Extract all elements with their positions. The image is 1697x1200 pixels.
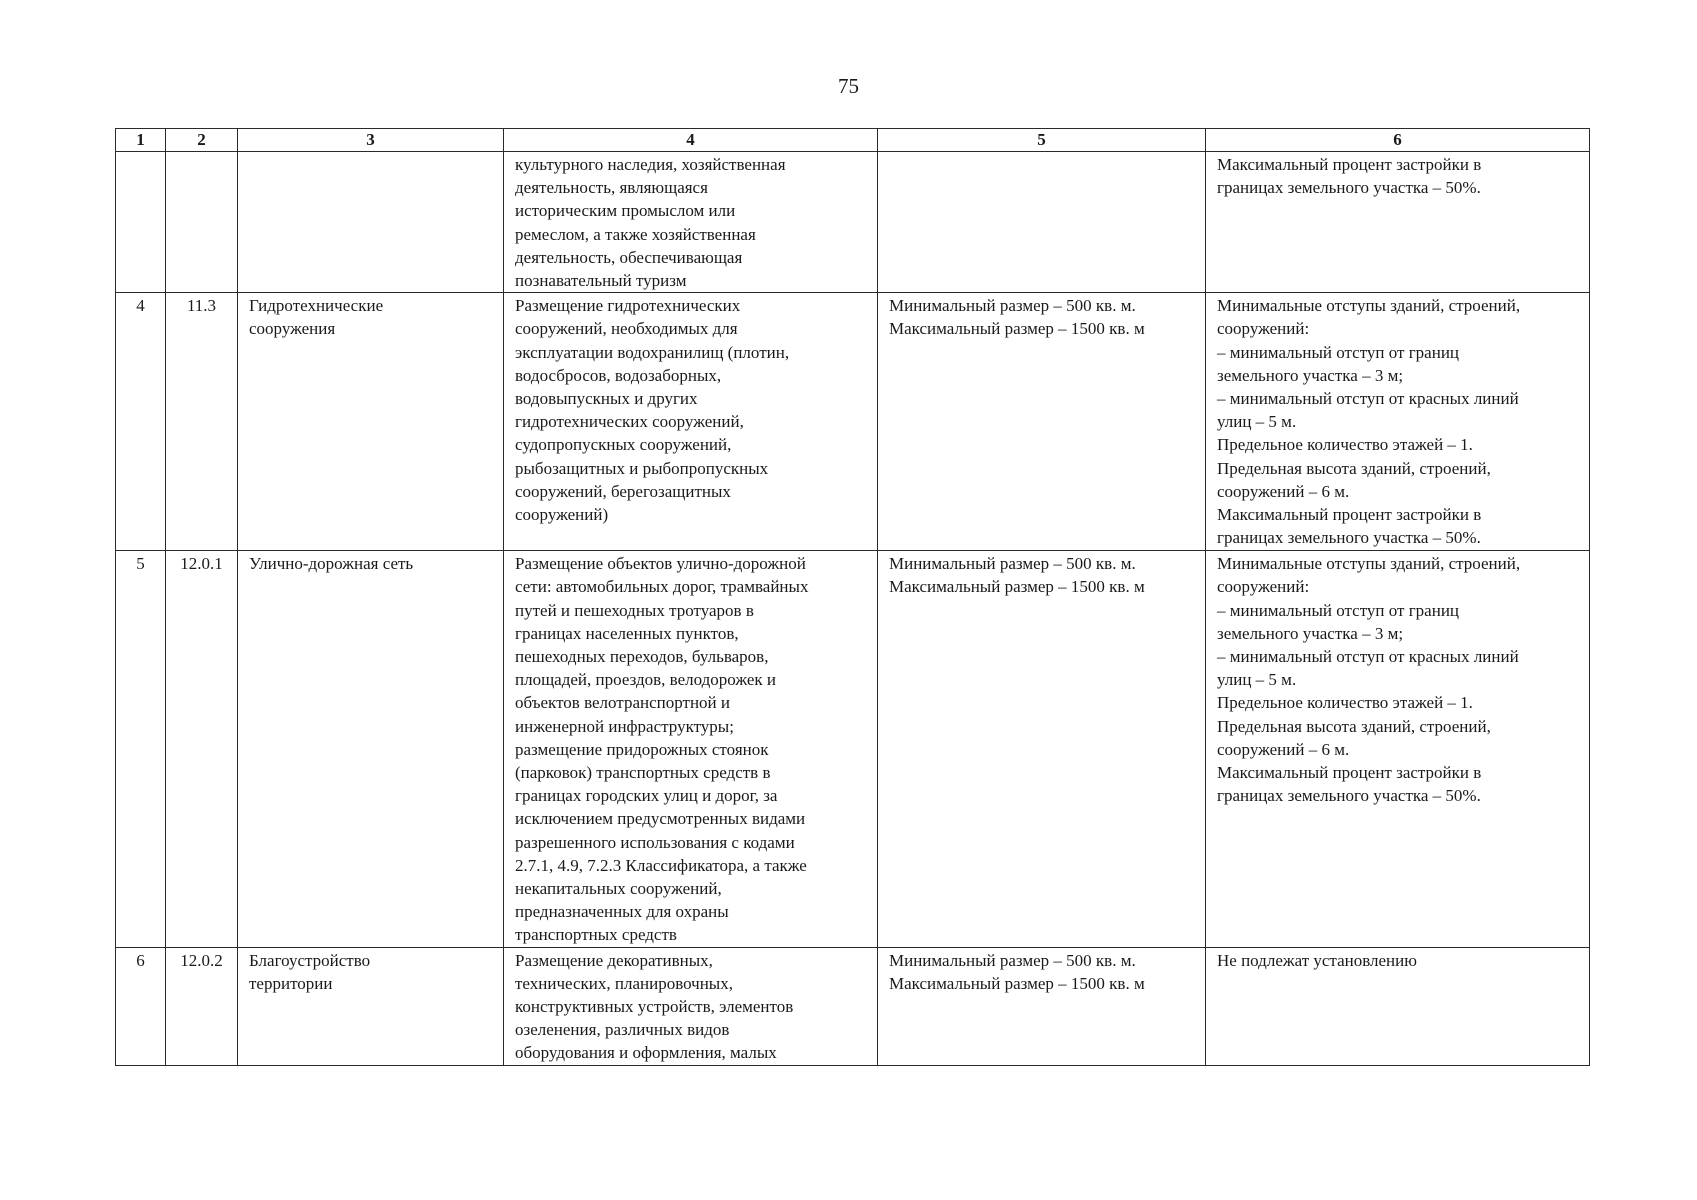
table-header-row: [116, 129, 1590, 152]
column-header: 3: [238, 129, 504, 152]
page-number: 75: [838, 74, 859, 98]
column-header: 5: [878, 129, 1206, 152]
row-name: [238, 152, 504, 293]
row-description: Размещение гидротехнических сооружений, необходимых для эксплуатации водохранилищ (плотин, водосбросов, водозаборных, водовыпускных и других гидротехнических сооружений, судопропускных сооружений, рыбозащитных и рыбопропускных сооружений, берегозащитных сооружений): [504, 293, 878, 551]
row-params: Не подлежат установлению: [1206, 947, 1590, 1065]
row-size: Минимальный размер – 500 кв. м. Максимальный размер – 1500 кв. м: [878, 293, 1206, 551]
column-header: 2: [166, 129, 238, 152]
column-header: 4: [504, 129, 878, 152]
table-row: [116, 551, 1590, 947]
column-header: 1: [116, 129, 166, 152]
row-description: культурного наследия, хозяйственная деятельность, являющаяся историческим промыслом или ремеслом, а также хозяйственная деятельность, обеспечивающая познавательный туризм: [504, 152, 878, 293]
row-code: 11.3: [166, 293, 238, 551]
table-row: [116, 152, 1590, 293]
row-number: 6: [116, 947, 166, 1065]
table-row: [116, 293, 1590, 551]
row-number: 4: [116, 293, 166, 551]
row-name: Гидротехнические сооружения: [238, 293, 504, 551]
land-use-table: [115, 128, 1590, 1066]
row-code: 12.0.1: [166, 551, 238, 947]
row-description: Размещение объектов улично-дорожной сети: автомобильных дорог, трамвайных путей и пешеходных тротуаров в границах населенных пунктов, пешеходных переходов, бульваров, площадей, проездов, велодорожек и объектов велотранспортной и инженерной инфраструктуры; размещение придорожных стоянок (парковок) транспортных средств в границах городских улиц и дорог, за исключением предусмотренных видами разрешенного использования с кодами 2.7.1, 4.9, 7.2.3 Классификатора, а также некапитальных сооружений, предназначенных для охраны транспортных средств: [504, 551, 878, 947]
row-code: [166, 152, 238, 293]
column-header: 6: [1206, 129, 1590, 152]
row-name: Благоустройство территории: [238, 947, 504, 1065]
row-params: Минимальные отступы зданий, строений, сооружений: – минимальный отступ от границ земельного участка – 3 м; – минимальный отступ от красных линий улиц – 5 м. Предельное количество этажей – 1. Предельная высота зданий, строений, сооружений – 6 м. Максимальный процент застройки в границах земельного участка – 50%.: [1206, 293, 1590, 551]
row-code: 12.0.2: [166, 947, 238, 1065]
row-size: Минимальный размер – 500 кв. м. Максимальный размер – 1500 кв. м: [878, 947, 1206, 1065]
row-number: [116, 152, 166, 293]
row-number: 5: [116, 551, 166, 947]
row-params: Максимальный процент застройки в границах земельного участка – 50%.: [1206, 152, 1590, 293]
row-description: Размещение декоративных, технических, планировочных, конструктивных устройств, элементов озеленения, различных видов оборудования и оформления, малых: [504, 947, 878, 1065]
row-params: Минимальные отступы зданий, строений, сооружений: – минимальный отступ от границ земельного участка – 3 м; – минимальный отступ от красных линий улиц – 5 м. Предельное количество этажей – 1. Предельная высота зданий, строений, сооружений – 6 м. Максимальный процент застройки в границах земельного участка – 50%.: [1206, 551, 1590, 947]
row-name: Улично-дорожная сеть: [238, 551, 504, 947]
table-row: [116, 947, 1590, 1065]
row-size: Минимальный размер – 500 кв. м. Максимальный размер – 1500 кв. м: [878, 551, 1206, 947]
row-size: [878, 152, 1206, 293]
